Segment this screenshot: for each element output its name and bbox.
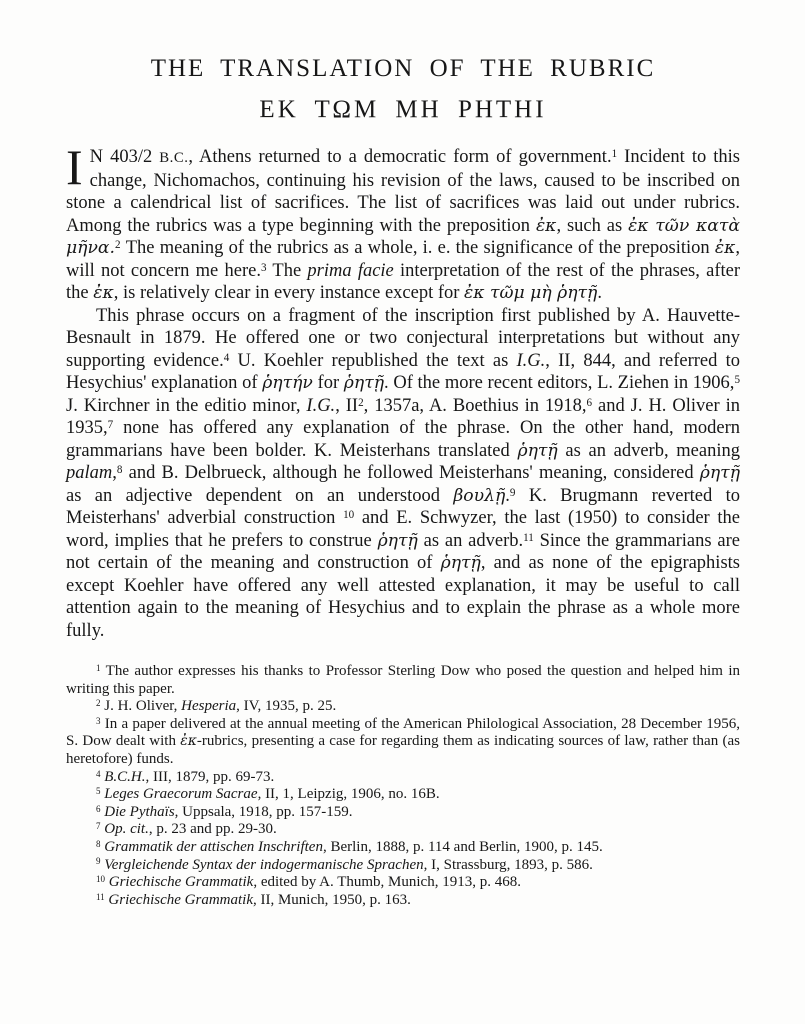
paragraph-2: This phrase occurs on a fragment of the inscription first published by A. Hauvette-Besnault in 1879. He offered one or two conjectural interpretations but without any supporting evidence.$^4$ U. Koehler republished the text as I.G., II, 844, and referred to Hesychius' explanation of ῥητήν for ῥητῇ. Of the more recent editors, L. Ziehen in 1906,$^5$ J. Kirchner in the editio minor, I.G., $II^2$, 1357a, A. Boethius in 1918,$^6$ and J. H. Oliver in 1935,$^7$ none has offered any explanation of the phrase. On the other hand, modern grammarians have been bolder. K. Meisterhans translated ῥητῇ as an adverb, meaning palam,$^8$ and B. Delbrueck, although he followed Meisterhans' meaning, considered ῥητῇ as an adjective dependent on an understood βουλῇ.$^9$ K. Brugmann reverted to Meisterhans' adverbial construction $^{10}$ and E. Schwyzer, the last (1950) to consider the word, implies that he prefers to construe ῥητῇ as an adverb.$^{11}$ Since the grammarians are not certain of the meaning and construction of ῥητῇ, and as none of the epigraphists except Koehler have offered any well attested explanation, it may be useful to call attention again to the meaning of Hesychius and to explain the phrase as a whole more fully. — [66, 305, 741, 641]
paragraph-1-text: N 403/2 B.C., Athens returned to a democratic form of government.$^1$ Incident to this change, Nichomachos, continuing his revision of the laws, caused to be inscribed on stone a calendrical list of sacrifices. The list of sacrifices was laid out under rubrics. Among the rubrics was a type beginning with the preposition ἐκ, such as ἐκ τῶν κατὰ μῆνα.$^2$ The meaning of the rubrics as a whole, i. e. the significance of the preposition ἐκ, will not concern me here.$^3$ The prima facie interpretation of the rest of the phrases, after the ἐκ, is relatively clear in every instance except for ἐκ τῶμ μὴ ῥητῇ. — [66, 147, 741, 303]
footnote-5: $^5$ Leges Graecorum Sacrae, II, 1, Leipzig, 1906, no. 16B. — [96, 786, 440, 803]
footnote-11: $^{11}$ Griechische Grammatik, II, Munich, 1950, p. 163. — [96, 891, 411, 908]
footnotes-section — [66, 663, 740, 909]
article-title-line2-greek: ΕΚ ΤΩΜ ΜΗ ΡΗΤΗΙ — [259, 95, 547, 123]
drop-cap-initial: I — [66, 139, 83, 195]
paragraph-1 — [66, 139, 741, 305]
footnote-3: $^3$ In a paper delivered at the annual meeting of the American Philological Association, 28 December 1956, S. Dow dealt with ἐκ-rubrics, presenting a case for regarding them as indicating sources of law, rather than (as heretofore) funds. — [66, 715, 740, 767]
footnote-10: $^{10}$ Griechische Grammatik, edited by A. Thumb, Munich, 1913, p. 468. — [96, 874, 521, 891]
page-content — [66, 0, 740, 909]
footnote-6: $^6$ Die Pythaïs, Uppsala, 1918, pp. 157-159. — [96, 803, 353, 820]
article-body — [66, 139, 741, 642]
footnote-8: $^8$ Grammatik der attischen Inschriften, Berlin, 1888, p. 114 and Berlin, 1900, p. 145. — [96, 838, 603, 855]
footnote-9: $^9$ Vergleichende Syntax der indogermanische Sprachen, I, Strassburg, 1893, p. 586. — [96, 856, 593, 873]
footnote-7: $^7$ Op. cit., p. 23 and pp. 29-30. — [96, 821, 277, 838]
footnote-2: $^2$ J. H. Oliver, Hesperia, IV, 1935, p. 25. — [96, 698, 337, 715]
footnote-4: $^4$ B.C.H., III, 1879, pp. 69-73. — [96, 768, 275, 785]
footnote-1: $^1$ The author expresses his thanks to Professor Sterling Dow who posed the question and helped him in writing this paper. — [66, 662, 740, 697]
article-title-line1: THE TRANSLATION OF THE RUBRIC — [150, 55, 656, 82]
